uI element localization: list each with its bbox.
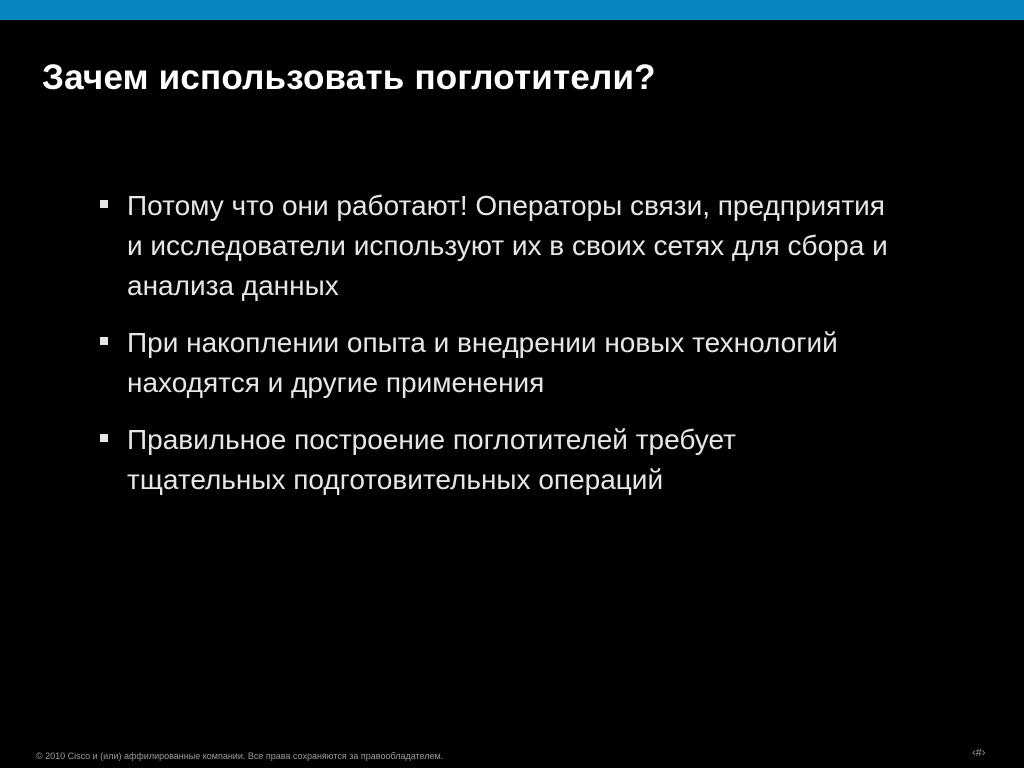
bullet-item	[100, 420, 900, 500]
square-bullet-icon	[100, 434, 108, 442]
square-bullet-icon	[100, 200, 108, 208]
accent-bar	[0, 0, 1024, 20]
bullet-text: Потому что они работают! Операторы связи, предприятия и исследователи используют их в своих сетях для сбора и анализа данных	[127, 190, 888, 301]
bullet-list	[100, 186, 900, 517]
copyright-footer: © 2010 Cisco и (или) аффилированные компании. Все права сохраняются за правообладателем.	[36, 751, 444, 761]
bullet-text: Правильное построение поглотителей требует тщательных подготовительных операций	[127, 424, 736, 495]
slide-title: Зачем использовать поглотители?	[42, 58, 656, 97]
bullet-item	[100, 323, 900, 403]
bullet-text: При накоплении опыта и внедрении новых технологий находятся и другие применения	[127, 327, 838, 398]
bullet-item	[100, 186, 900, 306]
square-bullet-icon	[100, 337, 108, 345]
page-number: ‹#›	[972, 747, 986, 759]
